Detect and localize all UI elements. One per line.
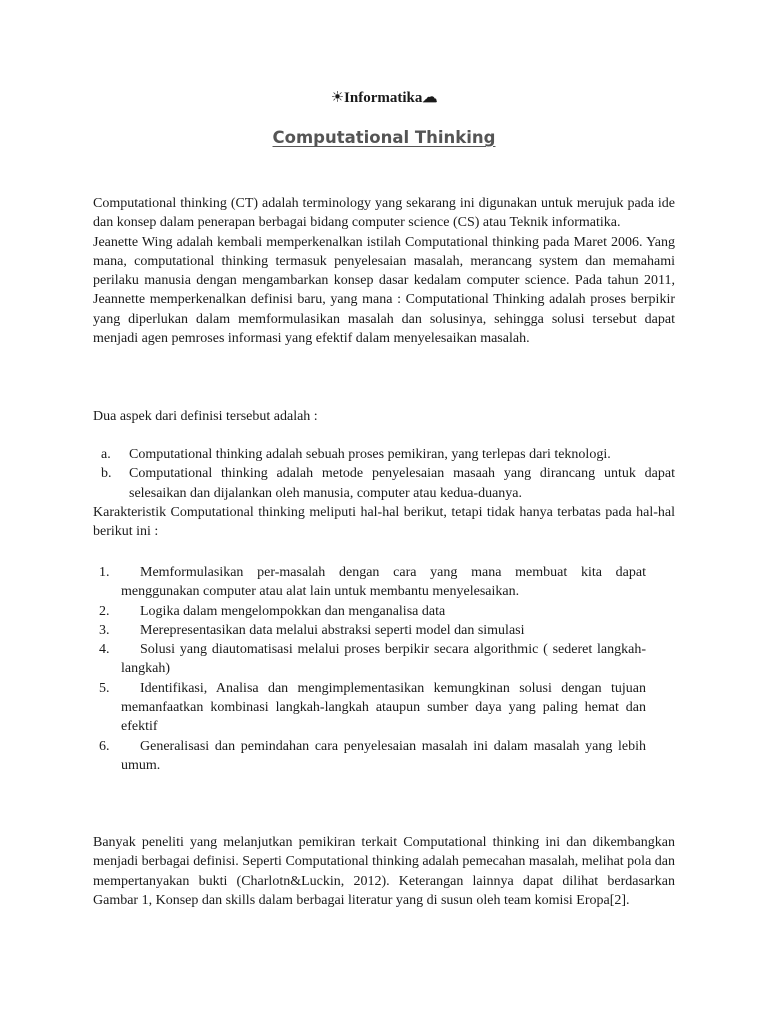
list-item-text: Identifikasi, Analisa dan mengimplementasikan kemungkinan solusi dengan tujuan memanfaatkan kombinasi langkah-langkah ataupun sumber daya yang paling hemat dan efektif [121,680,646,735]
list-item [99,679,646,737]
closing-paragraph: Banyak peneliti yang melanjutkan pemikiran terkait Computational thinking ini dan dikembangkan menjadi berbagai definisi. Seperti Computational thinking adalah pemecahan masalah, melihat pola dan mempertanyakan bukti (Charlotn&Luckin, 2012). Keterangan lainnya dapat dilihat berdasarkan Gambar 1, Konsep dan skills dalam berbagai literatur yang di susun oleh team komisi Eropa[2]. [93,835,675,908]
list-item [99,602,646,621]
dua-aspek-paragraph: Dua aspek dari definisi tersebut adalah : [93,409,318,424]
list-marker: 3. [99,622,110,638]
list-item [99,563,646,602]
list-item-text: Generalisasi dan pemindahan cara penyelesaian masalah ini dalam masalah yang lebih umum. [121,738,646,773]
list-marker: a. [101,447,111,462]
aspect-list [93,445,675,503]
list-item [93,445,675,464]
document-header [0,88,768,107]
wing-paragraph: Jeanette Wing adalah kembali memperkenalkan istilah Computational thinking pada Maret 2006. Yang mana, computational thinking termasuk penyelesaian masalah, merancang system dan memahami perilaku manusia dengan mengambarkan konsep dasar kedalam computer science. Pada tahun 2011, Jeannette memperkenalkan definisi baru, yang mana : Computational Thinking adalah proses berpikir yang diperlukan dalam memformulasikan masalah dan solusinya, sehingga solusi tersebut dapat menjadi agen pemroses informasi yang efektif dalam menyelesaikan masalah. [93,234,675,347]
characteristic-list [99,563,646,775]
list-item [93,464,675,503]
list-item-text: Computational thinking adalah sebuah proses pemikiran, yang terlepas dari teknologi. [129,447,611,462]
intro-paragraph: Computational thinking (CT) adalah terminology yang sekarang ini digunakan untuk merujuk pada ide dan konsep dalam penerapan berbagai bidang computer science (CS) atau Teknik informatika. [93,196,675,231]
list-item [99,640,646,679]
subject-label: Informatika [344,90,423,106]
page-title: Computational Thinking [272,128,496,147]
cloud-icon: ☁ [422,90,438,106]
list-item-text: Memformulasikan per-masalah dengan cara yang mana membuat kita dapat menggunakan computer atau alat lain untuk membantu menyelesaikan. [121,565,646,600]
list-item-text: Computational thinking adalah metode penyelesaian masaah yang dirancang untuk dapat selesaikan dan dijalankan oleh manusia, computer atau kedua-duanya. [129,466,675,501]
intro-section [93,194,675,348]
list-marker: 5. [99,680,110,696]
list-marker: 4. [99,642,110,658]
list-marker: 1. [99,565,110,580]
karakteristik-paragraph: Karakteristik Computational thinking meliputi hal-hal berikut, tetapi tidak hanya terbatas pada hal-hal berikut ini : [93,505,675,540]
list-item-text: Merepresentasikan data melalui abstraksi seperti model dan simulasi [140,622,525,638]
list-item [99,621,646,640]
list-marker: 6. [99,738,110,754]
sun-icon: ☀ [330,90,345,106]
list-item-text: Logika dalam mengelompokkan dan menganalisa data [140,603,446,619]
list-marker: 2. [99,603,110,619]
list-item [99,737,646,776]
list-marker: b. [101,466,112,482]
list-item-text: Solusi yang diautomatisasi melalui proses berpikir secara algorithmic ( sederet langkah-langkah) [121,642,646,677]
